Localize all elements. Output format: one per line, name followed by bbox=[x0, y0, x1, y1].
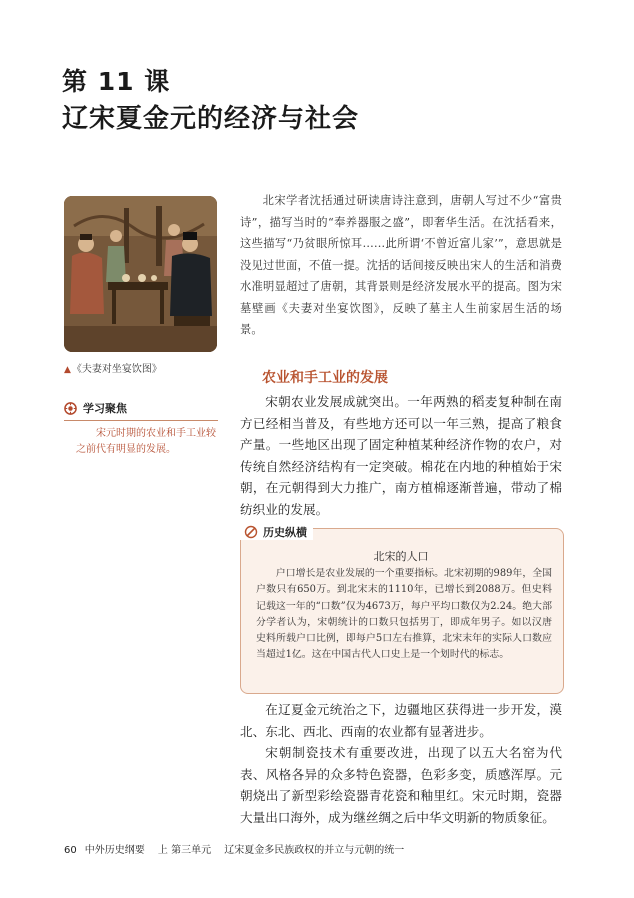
history-tab-label: 历史纵横 bbox=[263, 526, 307, 539]
learning-focus bbox=[64, 400, 218, 458]
body-paragraph-agriculture: 宋朝农业发展成就突出。一年两熟的稻麦复种制在南方已经相当普及，有些地方还可以一年三熟，提高了粮食产量。一些地区出现了固定种植某种经济作物的农户，对传统自然经济结构有一定突破。棉花在内地的种植始于宋朝，在元朝得到大力推广，南方植棉逐渐普遍，带动了棉纺织业的发展。 bbox=[240, 394, 562, 517]
history-box-title: 北宋的人口 bbox=[373, 550, 429, 563]
lesson-number: 第 11 课 bbox=[62, 67, 171, 96]
book-name: 中外历史纲要 bbox=[84, 845, 145, 856]
unit-label: 第三单元 bbox=[171, 845, 212, 856]
caption-text: 《夫妻对坐宴饮图》 bbox=[71, 364, 162, 375]
focus-divider bbox=[64, 420, 218, 421]
caption-marker: ▲ bbox=[64, 365, 71, 375]
lesson-title: 辽宋夏金元的经济与社会 bbox=[62, 104, 360, 134]
history-box-tab bbox=[240, 524, 313, 540]
intro-paragraph: 北宋学者沈括通过研读唐诗注意到，唐朝人写过不少“富贵诗”，描写当时的“奉养器服之盛”，即奢华生活。在沈括看来，这些描写“乃贫眼所惊耳……此所谓‘不曾近富儿家’”，意思就是没见过世面，不值一提。沈括的话间接反映出宋人的生活和消费水准明显超过了唐朝，其背景则是经济发展水平的提高。图为宋墓壁画《夫妻对坐宴饮图》，反映了墓主人生前家居生活的场景。 bbox=[240, 194, 562, 336]
mural-image bbox=[64, 196, 217, 352]
unit-title: 辽宋夏金多民族政权的并立与元朝的统一 bbox=[224, 845, 405, 856]
history-box-text: 户口增长是农业发展的一个重要指标。北宋初期的989年，全国户数只有650万。到北宋末的1110年，已增长到2088万。但史料记载这一年的“口数”仅为4673万，每户平均口数仅为2.24。绝大部分学者认为，宋朝统计的口数只包括男丁，即成年男子。如以汉唐史料所载户口比例，即每户5口左右推算，北宋末年的实际人口数应当超过1亿。这在中国古代人口史上是一个划时代的标志。 bbox=[256, 568, 552, 661]
section-heading: 农业和手工业的发展 bbox=[262, 370, 388, 386]
volume-label: 上 bbox=[157, 845, 168, 856]
focus-header bbox=[64, 400, 218, 416]
scroll-icon bbox=[244, 525, 258, 539]
target-icon bbox=[64, 402, 77, 415]
mural-illustration bbox=[64, 196, 217, 352]
focus-heading: 学习聚焦 bbox=[83, 402, 127, 415]
page-footer bbox=[64, 841, 404, 856]
page-number: 60 bbox=[64, 845, 77, 856]
body-paragraph-porcelain: 宋朝制瓷技术有重要改进，出现了以五大名窑为代表、风格各异的众多特色瓷器，色彩多变，质感浑厚。元朝烧出了新型彩绘瓷器青花瓷和釉里红。宋元时期，瓷器大量出口海外，成为继丝绸之后中华文明新的物质象征。 bbox=[240, 745, 562, 825]
figure-caption bbox=[64, 360, 162, 375]
body-paragraph-frontier: 在辽夏金元统治之下，边疆地区获得进一步开发，漠北、东北、西北、西南的农业都有显著进步。 bbox=[240, 702, 562, 739]
focus-text: 宋元时期的农业和手工业较之前代有明显的发展。 bbox=[76, 428, 216, 455]
